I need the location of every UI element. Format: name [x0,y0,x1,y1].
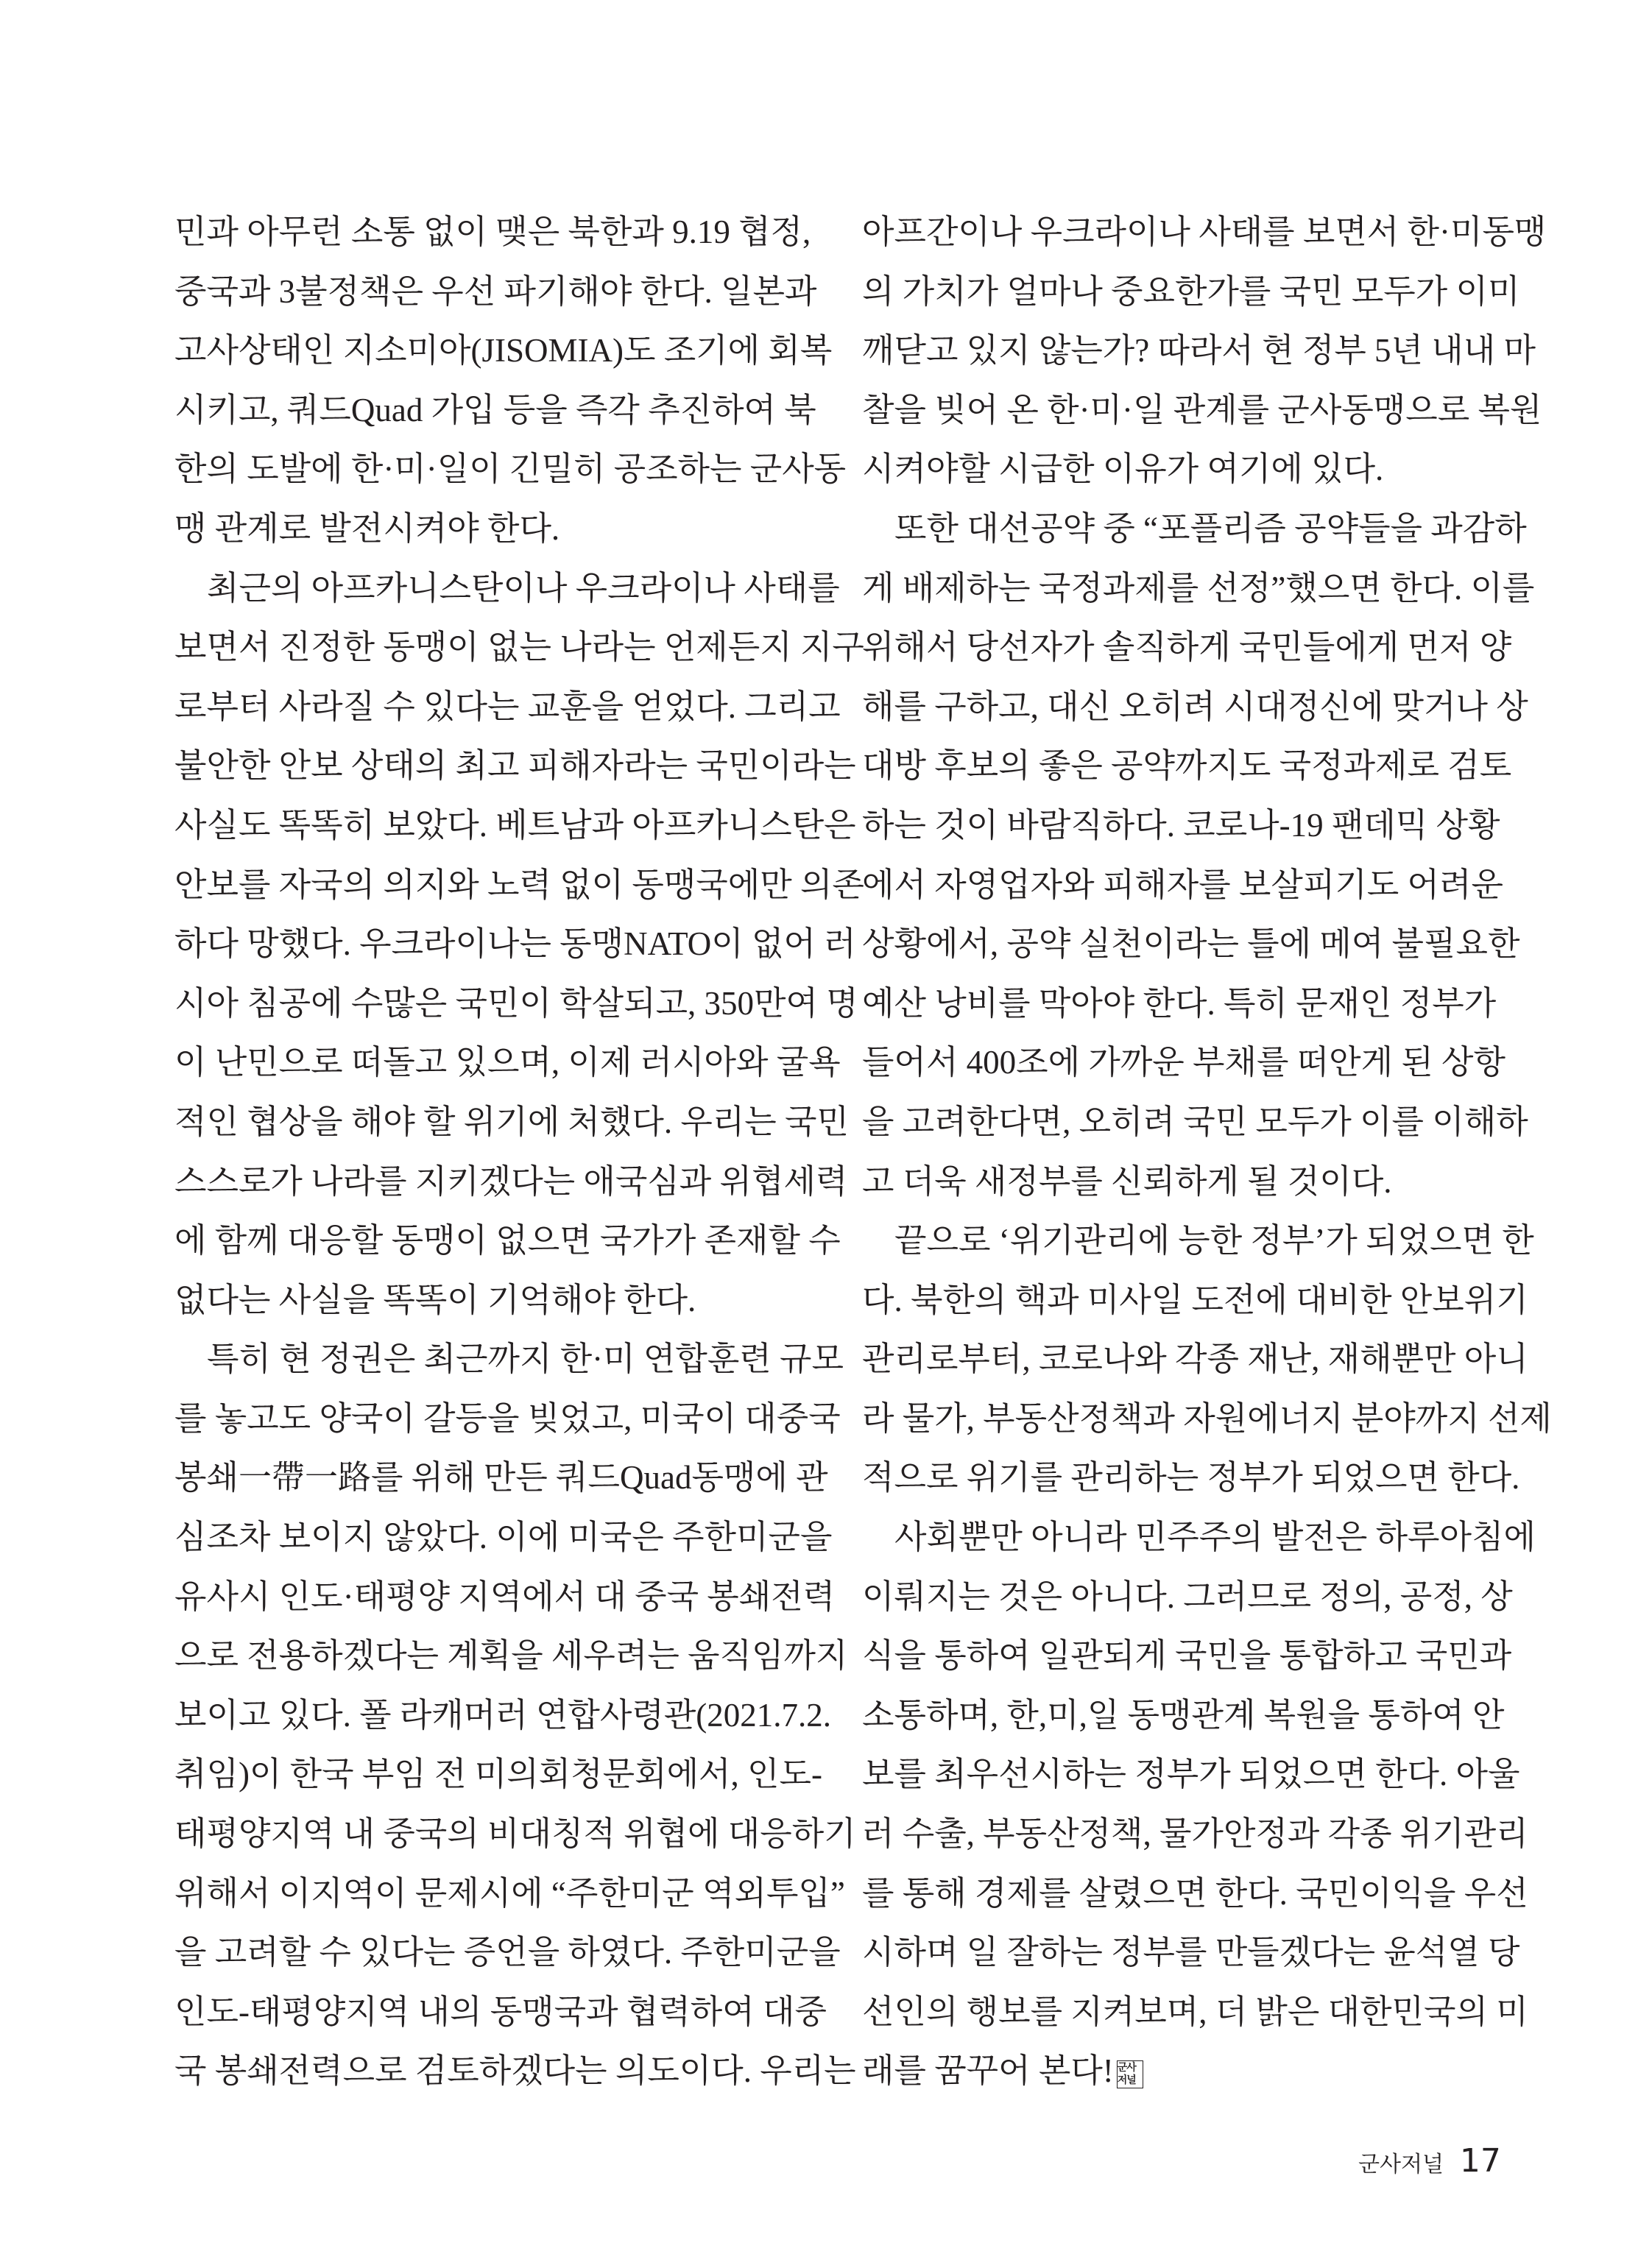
last-line-text: 래를 꿈꾸어 본다! [862,2052,1114,2090]
last-line [862,2046,1476,2106]
text-line: 보이고 있다. 폴 라캐머러 연합사령관(2021.7.2. [174,1696,832,1734]
text-line: 로부터 사라질 수 있다는 교훈을 얻었다. 그리고 [174,688,841,725]
page-number: 17 [1459,2142,1501,2180]
text-line: 이뤄지는 것은 아니다. 그러므로 정의, 공정, 상 [862,1578,1513,1615]
text-line: 을 고려한다면, 오히려 국민 모두가 이를 이해하 [862,1103,1528,1140]
page-footer [1358,2142,1501,2179]
text-line: 고사상태인 지소미아(JISOMIA)도 조기에 회복 [174,332,833,370]
text-line: 시키고, 쿼드Quad 가입 등을 즉각 추진하여 북 [174,391,816,428]
text-line: 깨닫고 있지 않는가? 따라서 현 정부 5년 내내 마 [862,332,1536,370]
text-line: 민과 아무런 소통 없이 맺은 북한과 9.19 협정, [174,213,811,250]
text-line: 에서 자영업자와 피해자를 보살피기도 어려운 [862,866,1503,903]
text-line: 취임)이 한국 부임 전 미의회청문회에서, 인도- [174,1756,822,1793]
text-line: 보를 최우선시하는 정부가 되었으면 한다. 아울 [862,1756,1520,1793]
left-column [174,208,864,2106]
text-line: 아프간이나 우크라이나 사태를 보면서 한·미동맹 [862,213,1547,250]
text-line: 를 통해 경제를 살렸으면 한다. 국민이익을 우선 [862,1874,1528,1912]
text-line: 중국과 3불정책은 우선 파기해야 한다. 일본과 [174,272,817,310]
text-line: 상황에서, 공약 실천이라는 틀에 메여 불필요한 [862,925,1520,963]
text-line: 라 물가, 부동산정책과 자원에너지 분야까지 선제 [862,1399,1552,1437]
text-line: 한의 도발에 한·미·일이 긴밀히 공조하는 군사동 [174,451,847,488]
text-line: 에 함께 대응할 동맹이 없으면 국가가 존재할 수 [174,1222,841,1260]
text-line: 국 봉쇄전력으로 검토하겠다는 의도이다. 우리는 [174,2052,856,2090]
paragraph-start-line: 특히 현 정권은 최근까지 한·미 연합훈련 규모 [207,1340,844,1378]
text-line: 인도-태평양지역 내의 동맹국과 협력하여 대중 [174,1993,827,2030]
text-line: 위해서 당선자가 솔직하게 국민들에게 먼저 양 [862,629,1512,666]
text-line: 으로 전용하겠다는 계획을 세우려는 움직임까지 [174,1637,848,1675]
text-line: 안보를 자국의 의지와 노력 없이 동맹국에만 의존 [174,866,864,903]
text-line: 봉쇄一帶一路를 위해 만든 쿼드Quad동맹에 관 [174,1459,828,1497]
text-line: 심조차 보이지 않았다. 이에 미국은 주한미군을 [174,1519,833,1556]
right-column [862,208,1552,2106]
text-line: 적인 협상을 해야 할 위기에 처했다. 우리는 국민 [174,1103,849,1140]
text-line: 시아 침공에 수많은 국민이 학살되고, 350만여 명 [174,984,858,1022]
paragraph-start-line: 끝으로 ‘위기관리에 능한 정부’가 되었으면 한 [894,1222,1534,1260]
paragraph-end-line: 적으로 위기를 관리하는 정부가 되었으면 한다. [862,1459,1520,1497]
text-line: 러 수출, 부동산정책, 물가안정과 각종 위기관리 [862,1815,1528,1853]
text-line: 을 고려할 수 있다는 증언을 하였다. 주한미군을 [174,1934,841,1971]
text-line: 찰을 빚어 온 한·미·일 관계를 군사동맹으로 복원 [862,391,1542,428]
text-line: 관리로부터, 코로나와 각종 재난, 재해뿐만 아니 [862,1340,1528,1378]
text-line: 의 가치가 얼마나 중요한가를 국민 모두가 이미 [862,272,1520,310]
paragraph-end-line: 맹 관계로 발전시켜야 한다. [174,509,560,547]
text-line: 이 난민으로 떠돌고 있으며, 이제 러시아와 굴욕 [174,1044,841,1081]
paragraph-start-line: 또한 대선공약 중 “포플리즘 공약들을 과감하 [894,509,1527,547]
text-line: 들어서 400조에 가까운 부채를 떠안게 된 상항 [862,1044,1505,1081]
text-line: 선인의 행보를 지켜보며, 더 밝은 대한민국의 미 [862,1993,1528,2030]
text-line: 대방 후보의 좋은 공약까지도 국정과제로 검토 [862,747,1512,785]
text-line: 유사시 인도·태평양 지역에서 대 중국 봉쇄전력 [174,1578,836,1615]
text-line: 스스로가 나라를 지키겠다는 애국심과 위협세력 [174,1162,848,1200]
text-line: 예산 낭비를 막아야 한다. 특히 문재인 정부가 [862,984,1497,1022]
text-line: 해를 구하고, 대신 오히려 시대정신에 맞거나 상 [862,688,1528,725]
text-line: 하다 망했다. 우크라이나는 동맹NATO이 없어 러 [174,925,856,963]
paragraph-end-line: 고 더욱 새정부를 신뢰하게 될 것이다. [862,1162,1392,1200]
text-line: 시하며 일 잘하는 정부를 만들겠다는 윤석열 당 [862,1934,1520,1971]
paragraph-start-line: 사회뿐만 아니라 민주주의 발전은 하루아침에 [894,1519,1536,1556]
paragraph-end-line: 시켜야할 시급한 이유가 여기에 있다. [862,451,1384,488]
text-line: 게 배제하는 국정과제를 선정”했으면 한다. 이를 [862,569,1535,607]
text-line: 식을 통하여 일관되게 국민을 통합하고 국민과 [862,1637,1512,1675]
end-mark-logo [1117,2060,1143,2088]
text-line: 다. 북한의 핵과 미사일 도전에 대비한 안보위기 [862,1281,1528,1318]
paragraph-end-line: 없다는 사실을 똑똑이 기억해야 한다. [174,1281,696,1318]
text-line: 보면서 진정한 동맹이 없는 나라는 언제든지 지구 [174,629,864,666]
text-line: 태평양지역 내 중국의 비대칭적 위협에 대응하기 [174,1815,856,1853]
text-line: 불안한 안보 상태의 최고 피해자라는 국민이라는 [174,747,856,785]
text-line: 위해서 이지역이 문제시에 “주한미군 역외투입” [174,1874,845,1912]
text-line: 사실도 똑똑히 보았다. 베트남과 아프카니스탄은 [174,806,856,844]
text-line: 하는 것이 바람직하다. 코로나-19 팬데믹 상황 [862,806,1500,844]
paragraph-start-line: 최근의 아프카니스탄이나 우크라이나 사태를 [207,569,840,607]
text-line: 를 놓고도 양국이 갈등을 빚었고, 미국이 대중국 [174,1399,841,1437]
end-mark-top: 군사 [1117,2062,1136,2074]
text-line: 소통하며, 한,미,일 동맹관계 복원을 통하여 안 [862,1696,1505,1734]
end-mark-bottom: 저널 [1117,2074,1136,2087]
publication-name: 군사저널 [1358,2152,1444,2177]
